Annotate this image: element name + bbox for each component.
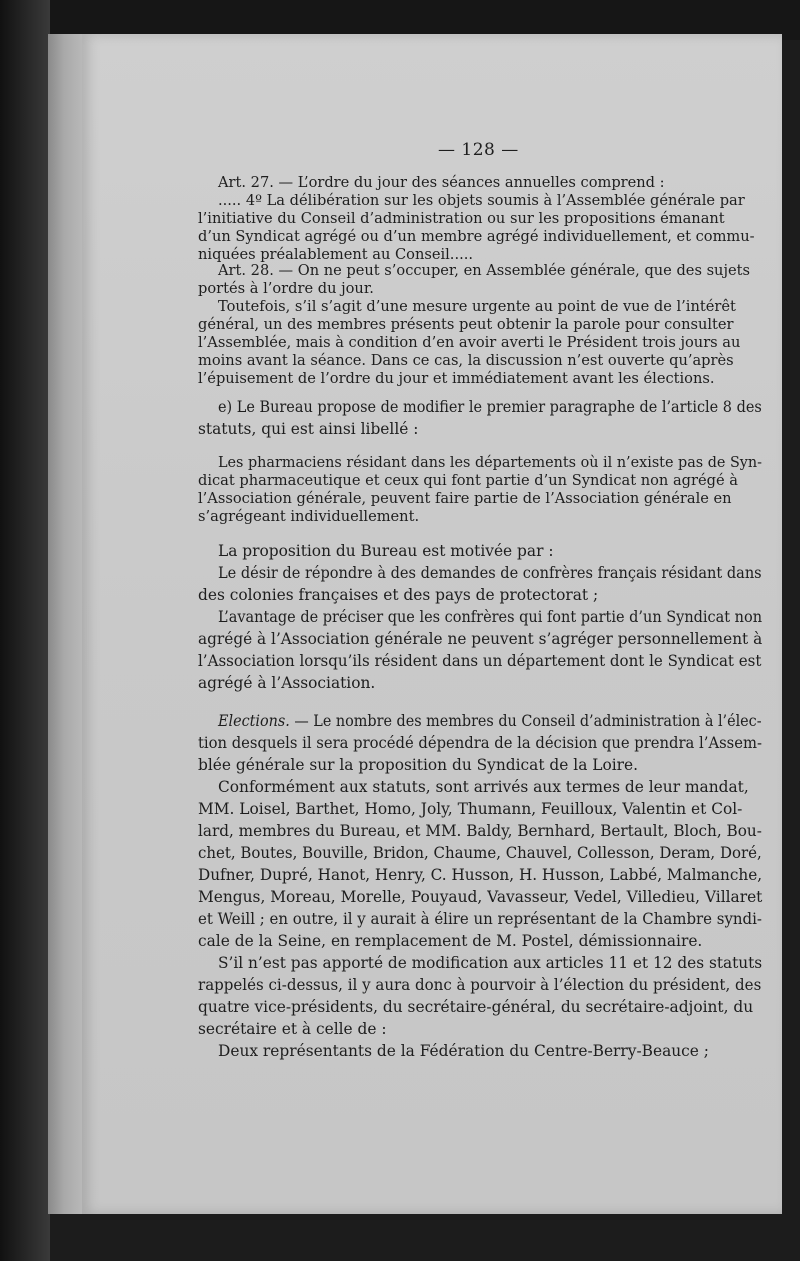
- text-line: ..... 4º La délibération sur les objets soumis à l’Assemblée générale par: [218, 192, 745, 209]
- page-number: — 128 —: [438, 140, 519, 160]
- text-line: Conformément aux statuts, sont arrivés aux termes de leur mandat,: [218, 778, 749, 796]
- text-line: Deux représentants de la Fédération du Centre-Berry-Beauce ;: [218, 1042, 709, 1060]
- text-line: quatre vice-présidents, du secrétaire-général, du secrétaire-adjoint, du: [198, 998, 754, 1016]
- text-line: statuts, qui est ainsi libellé :: [198, 420, 419, 438]
- text-line: agrégé à l’Association générale ne peuvent s’agréger personnellement à: [198, 630, 763, 648]
- elections-text: — Le nombre des membres du Conseil d’administration à l’élec-: [289, 712, 762, 730]
- text-line: des colonies françaises et des pays de protectorat ;: [198, 586, 599, 604]
- document-page: [82, 34, 782, 1214]
- text-line: dicat pharmaceutique et ceux qui font partie d’un Syndicat non agrégé à: [198, 472, 738, 489]
- text-line: Les pharmaciens résidant dans les départements où il n’existe pas de Syn-: [218, 454, 763, 471]
- text-line: l’Assemblée, mais à condition d’en avoir averti le Président trois jours au: [198, 334, 741, 351]
- text-line: blée générale sur la proposition du Syndicat de la Loire.: [198, 756, 639, 774]
- text-line: Toutefois, s’il s’agit d’une mesure urgente au point de vue de l’intérêt: [218, 298, 736, 315]
- text-line: chet, Boutes, Bouville, Bridon, Chaume, Chauvel, Collesson, Deram, Doré,: [198, 844, 762, 862]
- text-line: La proposition du Bureau est motivée par :: [218, 542, 554, 560]
- text-line: l’épuisement de l’ordre du jour et immédiatement avant les élections.: [198, 370, 715, 387]
- text-line: Art. 28. — On ne peut s’occuper, en Assemblée générale, que des sujets: [218, 262, 750, 279]
- text-line: général, un des membres présents peut obtenir la parole pour consulter: [198, 316, 734, 333]
- text-line: L’avantage de préciser que les confrères qui font partie d’un Syndicat non: [218, 608, 763, 626]
- text-line: secrétaire et à celle de :: [198, 1020, 387, 1038]
- text-line: cale de la Seine, en remplacement de M. Postel, démissionnaire.: [198, 932, 703, 950]
- text-line: rappelés ci-dessus, il y aura donc à pourvoir à l’élection du président, des: [198, 976, 762, 994]
- text-line: l’initiative du Conseil d’administration ou sur les propositions émanant: [198, 210, 725, 227]
- elections-heading: Elections.: [218, 712, 290, 730]
- text-line: Dufner, Dupré, Hanot, Henry, C. Husson, H. Husson, Labbé, Malmanche,: [198, 866, 763, 884]
- text-line: Art. 27. — L’ordre du jour des séances annuelles comprend :: [218, 174, 665, 191]
- text-line: S’il n’est pas apporté de modification aux articles 11 et 12 des statuts: [218, 954, 763, 972]
- book-spine: [0, 0, 50, 1261]
- text-line: Mengus, Moreau, Morelle, Pouyaud, Vavasseur, Vedel, Villedieu, Villaret: [198, 888, 763, 906]
- text-line: et Weill ; en outre, il y aurait à élire un représentant de la Chambre syndi-: [198, 910, 762, 928]
- text-line: [218, 712, 762, 730]
- text-line: portés à l’ordre du jour.: [198, 280, 374, 297]
- text-line: agrégé à l’Association.: [198, 674, 376, 692]
- text-line: d’un Syndicat agrégé ou d’un membre agrégé individuellement, et commu-: [198, 228, 755, 245]
- text-line: tion desquels il sera procédé dépendra de la décision que prendra l’Assem-: [198, 734, 762, 752]
- text-line: l’Association lorsqu’ils résident dans un département dont le Syndicat est: [198, 652, 762, 670]
- text-line: Le désir de répondre à des demandes de confrères français résidant dans: [218, 564, 762, 582]
- text-line: MM. Loisel, Barthet, Homo, Joly, Thumann, Feuilloux, Valentin et Col-: [198, 800, 743, 818]
- text-line: moins avant la séance. Dans ce cas, la discussion n’est ouverte qu’après: [198, 352, 734, 369]
- text-line: niquées préalablement au Conseil.....: [198, 246, 474, 263]
- text-line: lard, membres du Bureau, et MM. Baldy, Bernhard, Bertault, Bloch, Bou-: [198, 822, 762, 840]
- text-line: l’Association générale, peuvent faire partie de l’Association générale en: [198, 490, 732, 507]
- text-line: s’agrégeant individuellement.: [198, 508, 420, 525]
- text-line: e) Le Bureau propose de modifier le premier paragraphe de l’article 8 des: [218, 398, 762, 416]
